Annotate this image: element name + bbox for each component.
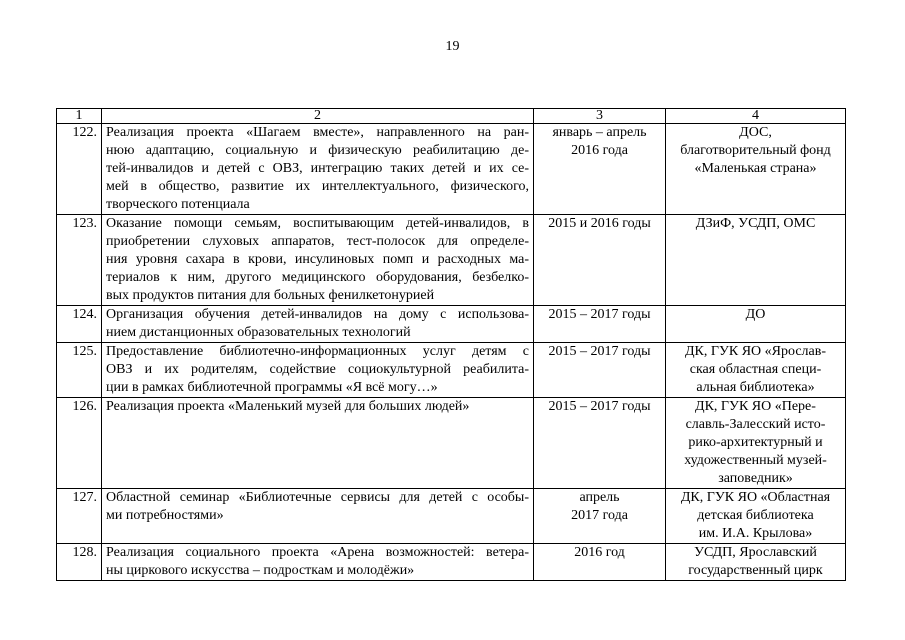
executor-line: «Маленькая страна»	[694, 161, 817, 176]
executor	[666, 544, 846, 581]
row-number: 127.	[57, 489, 102, 544]
execution-period	[534, 544, 666, 581]
table-row	[57, 489, 846, 544]
measure-description-line: Реализация проекта «Маленький музей для больших людей»	[106, 399, 470, 414]
measure-description-line: ми потребностями»	[106, 508, 224, 523]
execution-period-line: январь – апрель	[552, 125, 647, 140]
table-row	[57, 306, 846, 343]
measure-description-line: ОВЗ и их родителям, содействие социокультурной реабилита-	[106, 362, 529, 377]
measure-description-line: Оказание помощи семьям, воспитывающим детей-инвалидов, в	[106, 216, 529, 231]
executor	[666, 343, 846, 398]
measure-description-line: ции в рамках библиотечной программы «Я всё могу…»	[106, 380, 438, 395]
table-row	[57, 398, 846, 489]
page-number: 19	[445, 39, 460, 54]
measure-description	[102, 544, 534, 581]
executor-line: государственный цирк	[688, 563, 823, 578]
executor-line: УСДП, Ярославский	[694, 545, 817, 560]
measure-description-line: тей-инвалидов и детей с ОВЗ, интеграцию таких детей и их се-	[106, 161, 529, 176]
executor-line: благотворительный фонд	[680, 143, 831, 158]
executor	[666, 489, 846, 544]
executor-line: детская библиотека	[697, 508, 814, 523]
row-number: 125.	[57, 343, 102, 398]
table-header-row	[57, 109, 846, 124]
row-number: 128.	[57, 544, 102, 581]
executor-line: ДОС,	[739, 125, 772, 140]
measure-description-line: Организация обучения детей-инвалидов на дому с использова-	[106, 307, 529, 322]
execution-period	[534, 398, 666, 489]
row-number: 123.	[57, 215, 102, 306]
column-header-executor: 4	[666, 109, 846, 124]
row-number: 124.	[57, 306, 102, 343]
measures-table	[56, 108, 846, 581]
column-header-number: 1	[57, 109, 102, 124]
measure-description	[102, 398, 534, 489]
execution-period-line: 2017 года	[571, 508, 628, 523]
execution-period-line: апрель	[579, 490, 620, 505]
measure-description	[102, 343, 534, 398]
measure-description-line: нием дистанционных образовательных технологий	[106, 325, 411, 340]
measure-description	[102, 215, 534, 306]
executor-line: рико-архитектурный и	[688, 435, 823, 450]
column-header-period: 3	[534, 109, 666, 124]
table-row	[57, 343, 846, 398]
executor-line: ДК, ГУК ЯО «Областная	[680, 490, 831, 505]
executor-line: ская областная специ-	[689, 362, 822, 377]
execution-period-line: 2016 год	[574, 545, 625, 560]
column-header-measure: 2	[102, 109, 534, 124]
executor-line: альная библиотека»	[696, 380, 815, 395]
measure-description-line: Реализация проекта «Шагаем вместе», направленного на ран-	[106, 125, 529, 140]
measure-description-line: ны циркового искусства – подросткам и молодёжи»	[106, 563, 415, 578]
measure-description-line: вых продуктов питания для больных фенилкетонурией	[106, 288, 435, 303]
measure-description-line: ния уровня сахара в крови, инсулиновых помп и расходных ма-	[106, 252, 529, 267]
execution-period-line: 2015 – 2017 годы	[548, 344, 651, 359]
execution-period	[534, 215, 666, 306]
executor-line: славль-Залесский исто-	[685, 417, 826, 432]
execution-period	[534, 124, 666, 215]
measure-description	[102, 124, 534, 215]
executor-line: им. И.А. Крылова»	[698, 526, 813, 541]
measure-description-line: Реализация социального проекта «Арена возможностей: ветера-	[106, 545, 529, 560]
execution-period-line: 2015 – 2017 годы	[548, 307, 651, 322]
table-row	[57, 215, 846, 306]
measure-description-line: Предоставление библиотечно-информационных услуг детям с	[106, 344, 529, 359]
executor	[666, 306, 846, 343]
executor-line: ДЗиФ, УСДП, ОМС	[695, 216, 816, 231]
measure-description	[102, 306, 534, 343]
execution-period-line: 2015 и 2016 годы	[548, 216, 651, 231]
execution-period-line: 2015 – 2017 годы	[548, 399, 651, 414]
row-number: 126.	[57, 398, 102, 489]
table-row	[57, 124, 846, 215]
executor-line: художественный музей-	[684, 453, 827, 468]
measure-description-line: приобретении слуховых аппаратов, тест-полосок для определе-	[106, 234, 529, 249]
measure-description	[102, 489, 534, 544]
executor-line: ДК, ГУК ЯО «Ярослав-	[684, 344, 827, 359]
execution-period	[534, 489, 666, 544]
executor-line: заповедник»	[718, 471, 793, 486]
executor	[666, 124, 846, 215]
executor-line: ДК, ГУК ЯО «Пере-	[695, 399, 816, 414]
measure-description-line: териалов к ним, другого медицинского оборудования, безбелко-	[106, 270, 529, 285]
executor	[666, 398, 846, 489]
measure-description-line: нюю адаптацию, социальную и физическую реабилитацию де-	[106, 143, 529, 158]
measure-description-line: Областной семинар «Библиотечные сервисы для детей с особы-	[106, 490, 529, 505]
execution-period	[534, 343, 666, 398]
measure-description-line: мей в общество, развитие их интеллектуального, физического,	[106, 179, 529, 194]
measure-description-line: творческого потенциала	[106, 197, 250, 212]
executor-line: ДО	[745, 307, 766, 322]
table-body	[57, 109, 846, 581]
table-row	[57, 544, 846, 581]
row-number: 122.	[57, 124, 102, 215]
execution-period-line: 2016 года	[571, 143, 628, 158]
execution-period	[534, 306, 666, 343]
executor	[666, 215, 846, 306]
